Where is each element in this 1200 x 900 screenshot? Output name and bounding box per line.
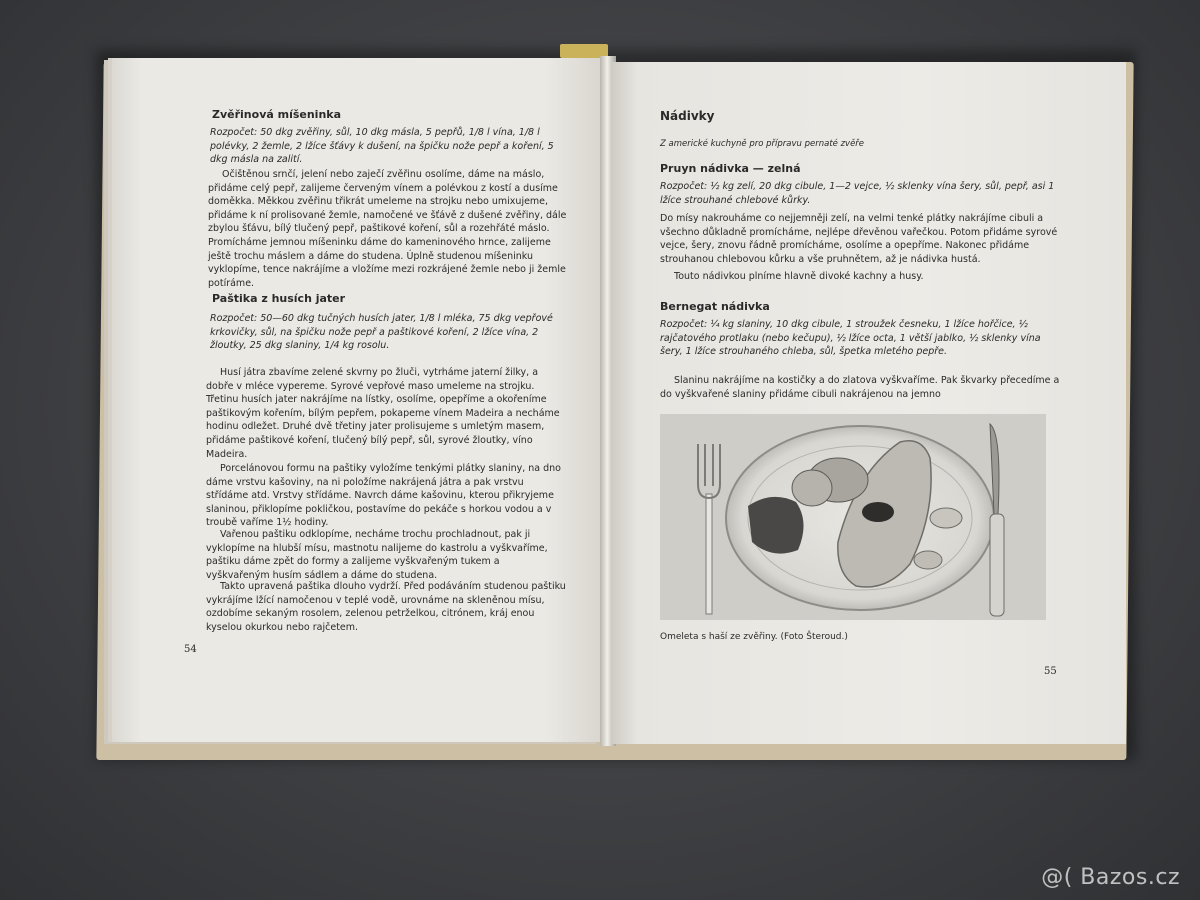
left-page	[112, 58, 604, 742]
photo-caption: Omeleta s haší ze zvěřiny. (Foto Šteroud.)	[660, 632, 848, 642]
recipe-text: Touto nádivkou plníme hlavně divoké kachny a husy.	[674, 271, 924, 282]
watermark-logo: @( Bazos.cz	[1041, 865, 1180, 890]
recipe-text: Očištěnou srnčí, jelení nebo zaječí zvěřinu osolíme, dáme na máslo, přidáme celý pepř, zalijeme červeným vínem a polévkou z kostí a dusíme doměkka. Měkkou zvěřinu třikrát umeleme na strojku nebo umixujeme, přidáme k ní prolisované žemle, namočené ve šťávě z dušené zvěřiny, dále zbylou šťávu, bílý tlučený pepř, paštikové koření, sůl a rozehřáté máslo. Promícháme jemnou míšeninku dáme do kameninového hrnce, zalijeme ještě trochu máslem a dáme do studena. Úplně studenou míšeninku vyklopíme, tence nakrájíme a vložíme mezi rozkrájené žemle nebo ji žemle potíráme.	[208, 169, 567, 289]
right-page	[612, 62, 1126, 744]
recipe-ingredients: Rozpočet: ¼ kg slaniny, 10 dkg cibule, 1 stroužek česneku, 1 lžíce hořčice, ½ rajčatového protlaku (nebo kečupu), ½ lžíce octa, 1 větší jablko, ½ sklenky vína šery, 1 lžíce strouhaného chleba, sůl, špetka mletého pepře.	[660, 319, 1041, 358]
omelette-plate-image	[660, 414, 1046, 620]
recipe-paragraph: Husí játra zbavíme zelené skvrny po žluči, vytrháme jaterní žilky, a dobře v mléce vypereme. Syrové vepřové maso umeleme na strojku. Třetinu husích jater nakrájíme na lístky, osolíme, opepříme a okořeníme paštikovým kořením, bílým pepřem, pokapeme vínem Madeira a necháme hodinu odležet. Druhé dvě třetiny jater prolisujeme s umletým masem, přidáme paštikové koření, tlučený bílý pepř, sůl, syrové žloutky, víno Madeira.	[206, 367, 560, 460]
page-number: 55	[1044, 666, 1057, 677]
recipe-title-pruyn: Pruyn nádivka — zelná	[660, 162, 801, 175]
section-title: Nádivky	[660, 109, 715, 123]
recipe-title-pastika: Paštika z husích jater	[212, 292, 346, 305]
page-number: 54	[184, 644, 197, 655]
section-subtitle: Z americké kuchyně pro přípravu pernaté zvěře	[660, 139, 865, 149]
recipe-title-zverinova: Zvěřinová míšeninka	[212, 108, 342, 121]
recipe-paragraph: Porcelánovou formu na paštiky vyložíme tenkými plátky slaniny, na dno dáme vrstvu kašoviny, na ni položíme nakrájená játra a pak vrstvu střídáme atd. Vrstvy střídáme. Navrch dáme kašovinu, kterou přikryjeme slaninou, přiklopíme pokličkou, postavíme do pekáče s horkou vodou a v troubě vaříme 1½ hodiny.	[206, 463, 561, 529]
recipe-title-bernegat: Bernegat nádivka	[660, 300, 770, 313]
recipe-ingredients: Rozpočet: 50 dkg zvěřiny, sůl, 10 dkg másla, 5 pepřů, 1/8 l vína, 1/8 l polévky, 2 žemle, 2 lžíce šťávy k dušení, na špičku nože pepř a koření, 5 dkg másla na zalití.	[210, 127, 554, 166]
recipe-paragraph: Vařenou paštiku odklopíme, necháme trochu prochladnout, pak ji vyklopíme na hlubší mísu, mastnotu nalijeme do kastrolu a vyškvaříme, paštiku dáme zpět do formy a zalijeme vyškvařeným tukem a vyškvařeným husím sádlem a dáme do studena.	[206, 529, 548, 581]
recipe-paragraph: Takto upravená paštika dlouho vydrží. Před podáváním studenou paštiku vykrájíme lžící namočenou v teplé vodě, urovnáme na skleněnou mísu, ozdobíme sekaným rosolem, zelenou petrželkou, citrónem, kráj enou kyselou okurkou nebo rajčetem.	[206, 581, 566, 633]
recipe-text: Slaninu nakrájíme na kostičky a do zlatova vyškvaříme. Pak škvarky přecedíme a do vyškvařené slaniny přidáme cibuli nakrájenou na jemno	[660, 375, 1060, 400]
recipe-ingredients: Rozpočet: 50—60 dkg tučných husích jater, 1/8 l mléka, 75 dkg vepřové krkovičky, sůl, na špičku nože pepř a paštikové koření, 2 lžíce vína, 2 žloutky, 25 dkg slaniny, 1/4 kg rosolu.	[210, 313, 553, 352]
photo-omelette	[660, 414, 1046, 620]
recipe-text: Do mísy nakrouháme co nejjemněji zelí, na velmi tenké plátky nakrájíme cibuli a všechno důkladně promícháme, nejlépe dřevěnou vařečkou. Potom přidáme syrové vejce, šery, znovu řádně promícháme, osolíme a opepříme. Nakonec přidáme strouhanou chlebovou kůrku a vše pruhnětem, až je nádivka hustá.	[660, 213, 1058, 265]
recipe-ingredients: Rozpočet: ½ kg zelí, 20 dkg cibule, 1—2 vejce, ½ sklenky vína šery, sůl, pepř, asi 1 lžíce strouhané chlebové kůrky.	[660, 181, 1055, 206]
